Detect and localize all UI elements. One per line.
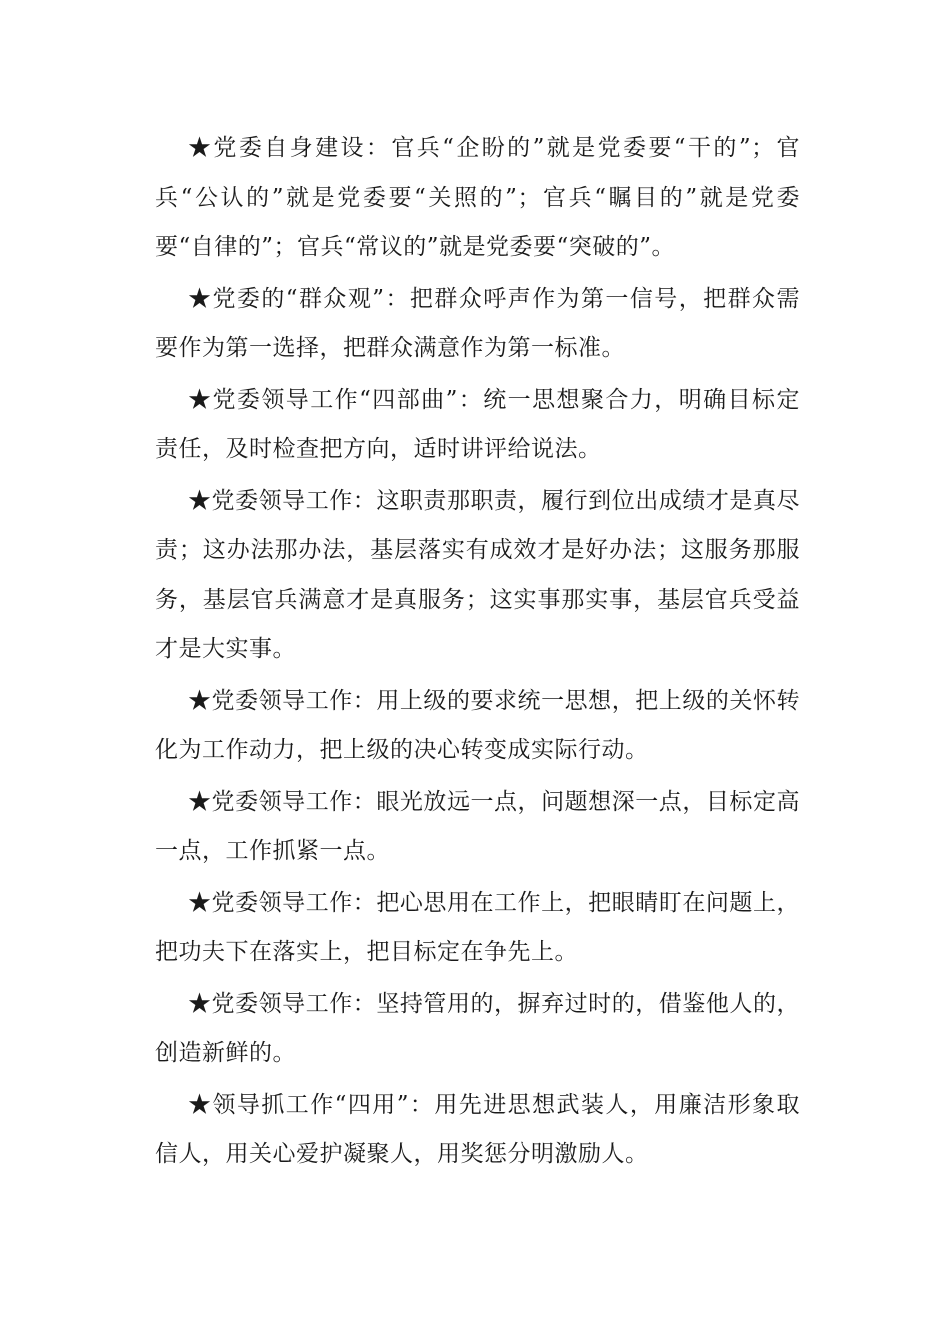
paragraph-four-uses: ★领导抓工作“四用”：用先进思想武装人，用廉洁形象取信人，用关心爱护凝聚人，用奖惩分明激励人。 bbox=[155, 1091, 800, 1167]
paragraph-four-steps: ★党委领导工作“四部曲”：统一思想聚合力，明确目标定责任，及时检查把方向，适时讲评给说法。 bbox=[155, 386, 800, 462]
paragraph-party-committee-self-building: ★党委自身建设：官兵“企盼的”就是党委要“干的”；官兵“公认的”就是党委要“关照的”；官兵“瞩目的”就是党委要“自律的”；官兵“常议的”就是党委要“突破的”。 bbox=[155, 135, 800, 260]
paragraph-vision-and-goals: ★党委领导工作：眼光放远一点，问题想深一点，目标定高一点，工作抓紧一点。 bbox=[155, 788, 800, 864]
paragraph-keep-useful: ★党委领导工作：坚持管用的，摒弃过时的，借鉴他人的，创造新鲜的。 bbox=[155, 990, 800, 1066]
document-body bbox=[155, 124, 800, 1182]
paragraph-mass-view: ★党委的“群众观”：把群众呼声作为第一信号，把群众需要作为第一选择，把群众满意作为第一标准。 bbox=[155, 285, 800, 361]
paragraph-focus-on-work: ★党委领导工作：把心思用在工作上，把眼睛盯在问题上，把功夫下在落实上，把目标定在争先上。 bbox=[155, 889, 800, 965]
paragraph-superior-requirements: ★党委领导工作：用上级的要求统一思想，把上级的关怀转化为工作动力，把上级的决心转变成实际行动。 bbox=[155, 687, 800, 763]
paragraph-duties-and-methods: ★党委领导工作：这职责那职责，履行到位出成绩才是真尽责；这办法那办法，基层落实有成效才是好办法；这服务那服务，基层官兵满意才是真服务；这实事那实事，基层官兵受益才是大实事。 bbox=[155, 487, 800, 662]
